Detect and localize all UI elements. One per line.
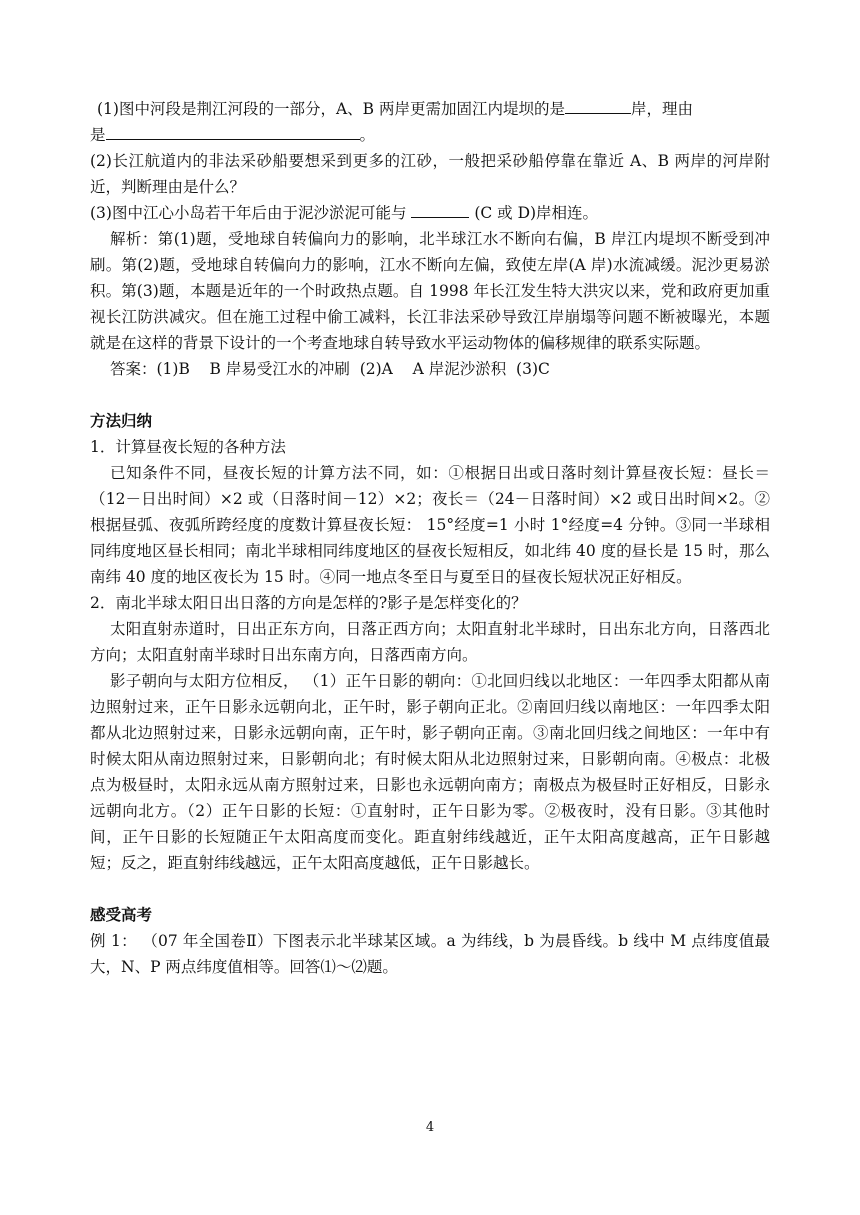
method-2-body-1: 太阳直射赤道时，日出正东方向，日落正西方向；太阳直射北半球时，日出东北方向，日落西北方向；太阳直射南半球时日出东南方向，日落西南方向。 — [90, 620, 770, 664]
question-1-text: (1)图中河段是荆江河段的一部分，A、B 两岸更需加固江内堤坝的是 — [97, 100, 565, 118]
section-heading-method: 方法归纳 — [90, 412, 153, 430]
example-1: 例 1： （07 年全国卷Ⅱ）下图表示北半球某区域。a 为纬线，b 为晨昏线。b 线中 M 点纬度值最大，N、P 两点纬度值相等。回答⑴～⑵题。 — [90, 932, 770, 976]
question-2: (2)长江航道内的非法采砂船要想采到更多的江砂，一般把采砂船停靠在靠近 A、B 两岸的河岸附近，判断理由是什么？ — [90, 152, 770, 196]
section-heading-exam: 感受高考 — [90, 906, 153, 924]
answer-blank — [565, 97, 631, 114]
question-3-text-2: (C 或 D)岸相连。 — [469, 204, 599, 222]
answer-blank — [411, 201, 469, 218]
answer-line: 答案：(1)B B 岸易受江水的冲刷 (2)A A 岸泥沙淤积 (3)C — [110, 360, 550, 378]
method-2-body-2: 影子朝向与太阳方位相反， （1）正午日影的朝向：①北回归线以北地区：一年四季太阳都从南边照射过来，正午日影永远朝向北，正午时，影子朝向正北。②南回归线以南地区：一年四季太阳都从北边照射过来，日影永远朝向南，正午时，影子朝向正南。③南北回归线之间地区：一年中有时候太阳从南边照射过来，日影朝向北；有时候太阳从北边照射过来，日影朝向南。④极点：北极点为极昼时，太阳永远从南方照射过来，日影也永远朝向南方；南极点为极昼时正好相反，日影永远朝向北方。（2）正午日影的长短：①直射时，正午日影为零。②极夜时，没有日影。③其他时间，正午日影的长短随正午太阳高度而变化。距直射纬线越近，正午太阳高度越高，正午日影越短；反之，距直射纬线越远，正午太阳高度越低，正午日影越长。 — [90, 672, 770, 872]
question-3 — [90, 200, 770, 226]
reason-blank — [106, 123, 360, 140]
question-1-text-2: 岸，理由 — [630, 100, 693, 118]
method-2-title: 2．南北半球太阳日出日落的方向是怎样的?影子是怎样变化的？ — [90, 594, 527, 612]
spacer — [90, 382, 770, 408]
spacer — [90, 876, 770, 902]
question-1 — [90, 96, 770, 148]
page-number: 4 — [425, 1120, 435, 1135]
analysis-paragraph: 解析：第(1)题，受地球自转偏向力的影响，北半球江水不断向右偏，B 岸江内堤坝不断受到冲刷。第(2)题，受地球自转偏向力的影响，江水不断向左偏，致使左岸(A 岸)水流减缓。泥沙更易淤积。第(3)题，本题是近年的一个时政热点题。自 1998 年长江发生特大洪灾以来，党和政府更加重视长江防洪减灾。但在施工过程中偷工减料，长江非法采砂导致江岸崩塌等问题不断被曝光，本题就是在这样的背景下设计的一个考查地球自转导致水平运动物体的偏移规律的联系实际题。 — [90, 230, 770, 352]
method-1-title: 1．计算昼夜长短的各种方法 — [90, 438, 286, 456]
question-3-text: (3)图中江心小岛若干年后由于泥沙淤泥可能与 — [90, 204, 412, 222]
method-1-body: 已知条件不同，昼夜长短的计算方法不同，如：①根据日出或日落时刻计算昼夜长短：昼长＝（12－日出时间）×2 或（日落时间－12）×2；夜长＝（24－日落时间）×2 或日出时间×2。②根据昼弧、夜弧所跨经度的度数计算昼夜长短： 15°经度=1 小时 1°经度=4 分钟。③同一半球相同纬度地区昼长相同；南北半球相同纬度地区的昼夜长短相反，如北纬 40 度的昼长是 15 时，那么南纬 40 度的地区夜长为 15 时。④同一地点冬至日与夏至日的昼夜长短状况正好相反。 — [90, 464, 770, 586]
question-1-text-3: 是 — [90, 126, 106, 144]
question-1-text-4: 。 — [359, 126, 376, 144]
